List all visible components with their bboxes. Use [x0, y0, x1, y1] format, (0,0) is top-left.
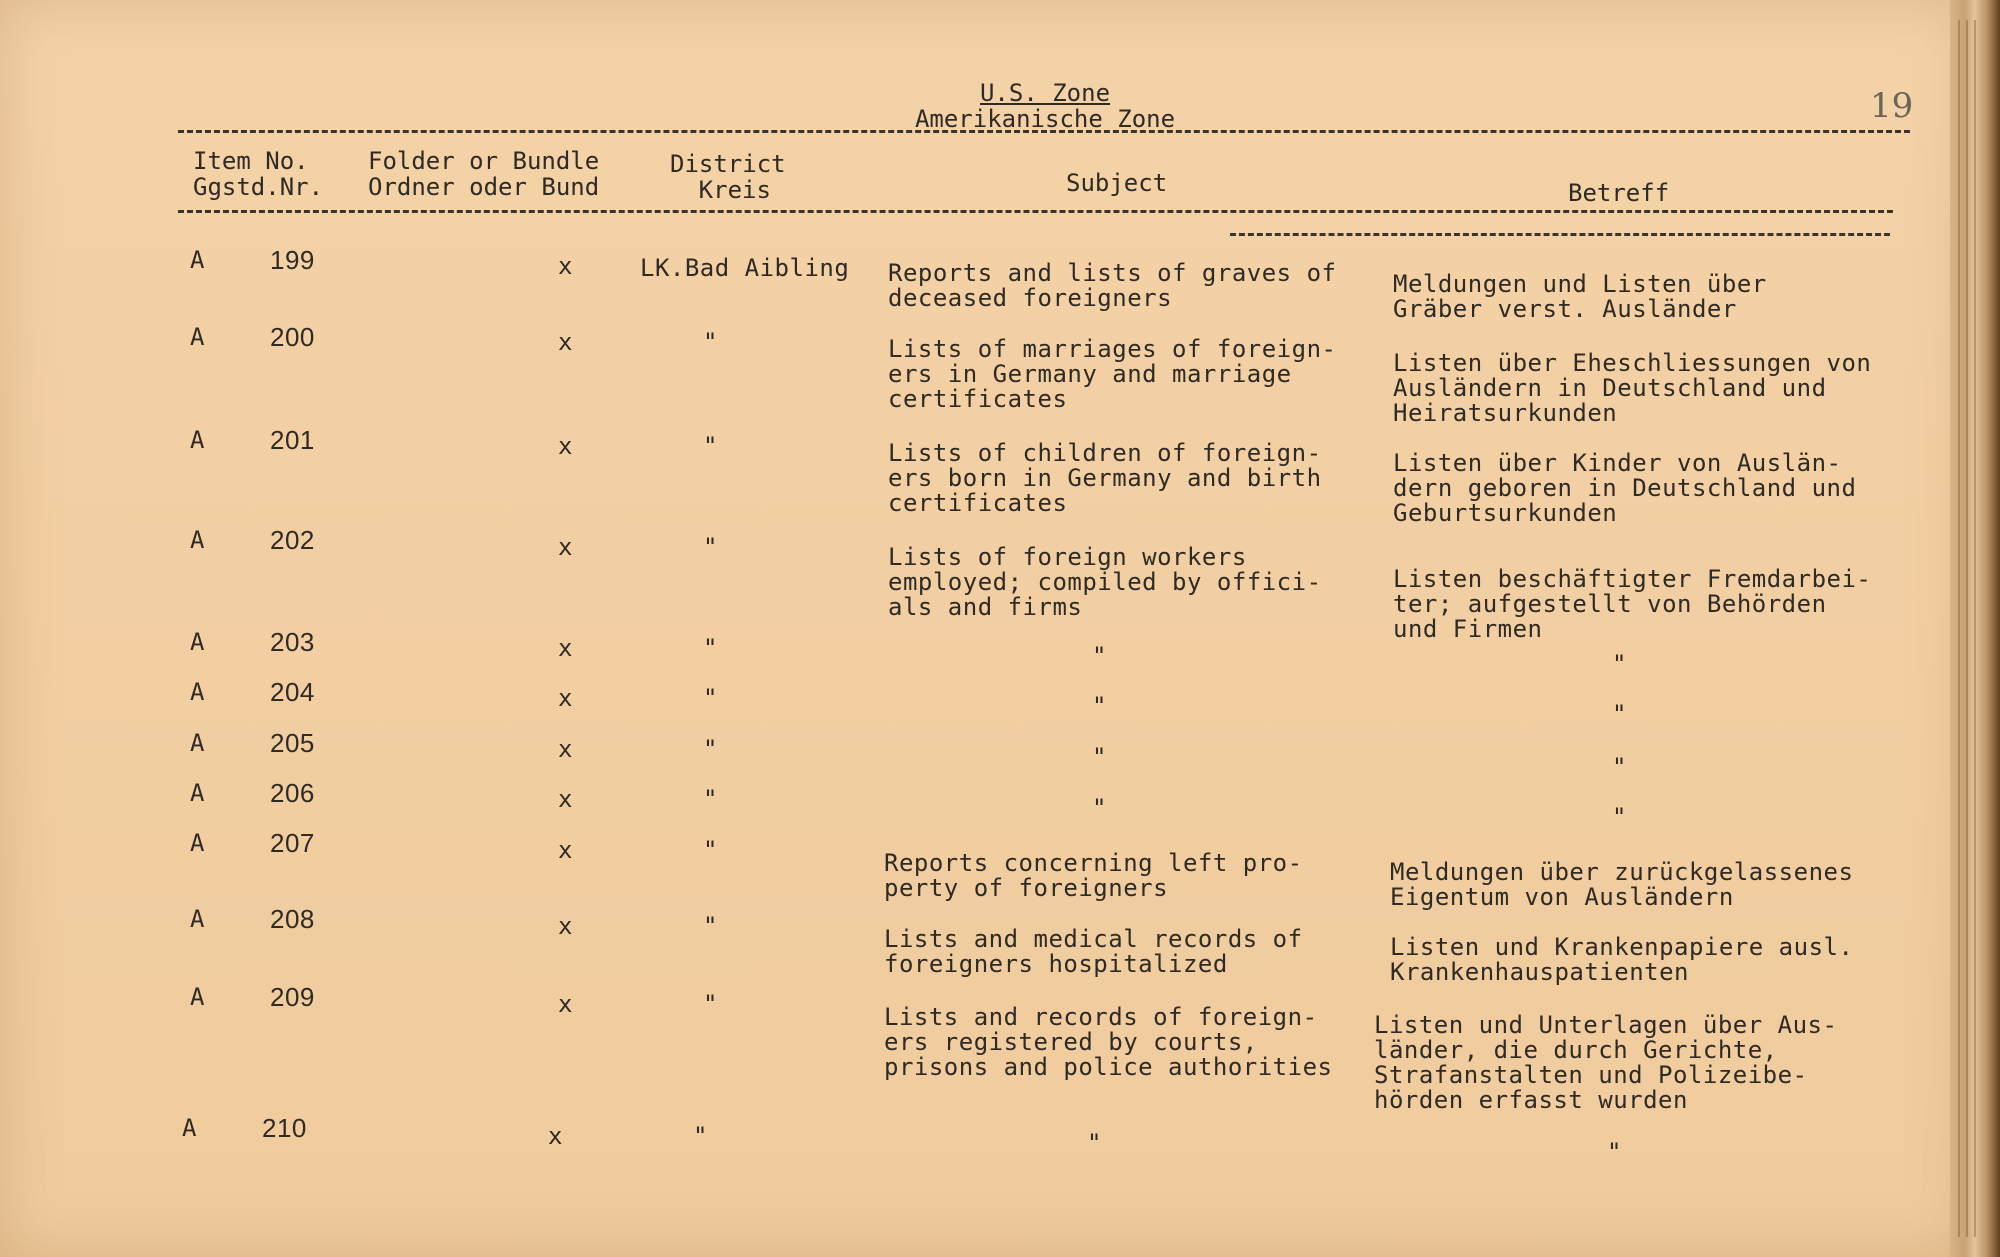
- row-209-betreff: Listen und Unterlagen über Aus- länder, die durch Gerichte, Strafanstalten und Polizeibe- hörden erfasst wurden: [1374, 1011, 1838, 1114]
- row-201-series: A: [190, 426, 205, 454]
- row-199-betreff: Meldungen und Listen über Gräber verst. Ausländer: [1393, 270, 1767, 323]
- header-top-rule: [178, 130, 1910, 133]
- row-201-kreis: ": [703, 432, 718, 460]
- column-folder-de: Ordner oder Bund: [368, 173, 600, 201]
- row-205-betreff: ": [1612, 753, 1627, 781]
- column-district-en: District: [670, 150, 786, 178]
- row-207-series: A: [190, 829, 205, 857]
- header-bottom-rule: [178, 210, 1893, 213]
- column-item-header: [193, 148, 323, 200]
- row-208-kreis: ": [703, 912, 718, 940]
- row-199-series: A: [190, 246, 205, 274]
- row-207-kreis: ": [703, 836, 718, 864]
- row-208-number: 208: [270, 904, 315, 934]
- row-204-betreff: ": [1612, 700, 1627, 728]
- row-202-betreff: Listen beschäftigter Fremdarbei- ter; aufgestellt von Behörden und Firmen: [1393, 565, 1872, 643]
- row-206-mark: x: [558, 785, 573, 813]
- row-206-series: A: [190, 779, 205, 807]
- row-206-betreff: ": [1612, 803, 1627, 831]
- row-204-mark: x: [558, 684, 573, 712]
- row-208-subject: Lists and medical records of foreigners hospitalized: [884, 925, 1303, 978]
- row-209-number: 209: [270, 982, 315, 1012]
- row-204-series: A: [190, 678, 205, 706]
- row-208-series: A: [190, 905, 205, 933]
- row-205-kreis: ": [703, 735, 718, 763]
- row-205-series: A: [190, 729, 205, 757]
- row-207-mark: x: [558, 836, 573, 864]
- row-200-mark: x: [558, 328, 573, 356]
- column-district-de: Kreis: [698, 176, 771, 204]
- row-201-mark: x: [558, 432, 573, 460]
- row-207-betreff: Meldungen über zurückgelassenes Eigentum von Ausländern: [1390, 858, 1854, 911]
- row-202-subject: Lists of foreign workers employed; compiled by offici- als and firms: [888, 543, 1322, 621]
- row-206-kreis: ": [703, 785, 718, 813]
- row-204-kreis: ": [703, 684, 718, 712]
- row-200-series: A: [190, 323, 205, 351]
- row-200-number: 200: [270, 322, 315, 352]
- header-bottom-rule-right: [1230, 233, 1890, 236]
- row-204-number: 204: [270, 677, 315, 707]
- row-201-number: 201: [270, 425, 315, 455]
- page-number: 19: [1870, 86, 1914, 126]
- book-page-edge: [1950, 0, 2000, 1257]
- row-205-mark: x: [558, 735, 573, 763]
- row-201-betreff: Listen über Kinder von Auslän- dern geboren in Deutschland und Geburtsurkunden: [1393, 449, 1857, 527]
- row-203-number: 203: [270, 627, 315, 657]
- row-210-mark: x: [548, 1122, 563, 1150]
- row-210-kreis: ": [693, 1122, 708, 1150]
- row-205-number: 205: [270, 728, 315, 758]
- zone-header: [905, 80, 1185, 132]
- column-folder-header: [368, 148, 599, 200]
- row-206-number: 206: [270, 778, 315, 808]
- row-199-subject: Reports and lists of graves of deceased foreigners: [888, 259, 1337, 312]
- row-209-kreis: ": [703, 990, 718, 1018]
- row-203-betreff: ": [1612, 650, 1627, 678]
- row-207-subject: Reports concerning left pro- perty of foreigners: [884, 849, 1303, 902]
- row-199-number: 199: [270, 245, 315, 275]
- row-202-number: 202: [270, 525, 315, 555]
- column-subject-header: Subject: [1066, 169, 1168, 197]
- row-199-mark: x: [558, 252, 573, 280]
- row-203-subject: ": [1092, 642, 1107, 670]
- row-208-betreff: Listen und Krankenpapiere ausl. Krankenhauspatienten: [1390, 933, 1854, 986]
- row-205-subject: ": [1092, 743, 1107, 771]
- column-district-header: [670, 151, 786, 203]
- row-210-series: A: [182, 1114, 197, 1142]
- column-betreff-header: Betreff: [1568, 179, 1670, 207]
- row-206-subject: ": [1092, 794, 1107, 822]
- row-209-series: A: [190, 983, 205, 1011]
- row-199-kreis: LK.Bad Aibling: [640, 254, 850, 282]
- row-202-mark: x: [558, 533, 573, 561]
- row-200-betreff: Listen über Eheschliessungen von Ausländern in Deutschland und Heiratsurkunden: [1393, 349, 1872, 427]
- row-208-mark: x: [558, 912, 573, 940]
- row-200-subject: Lists of marriages of foreign- ers in Germany and marriage certificates: [888, 335, 1337, 413]
- row-203-series: A: [190, 628, 205, 656]
- column-item-en: Item No.: [193, 147, 309, 175]
- column-folder-en: Folder or Bundle: [368, 147, 600, 175]
- row-202-series: A: [190, 526, 205, 554]
- row-209-mark: x: [558, 990, 573, 1018]
- row-210-subject: ": [1087, 1129, 1102, 1157]
- row-210-betreff: ": [1607, 1138, 1622, 1166]
- row-201-subject: Lists of children of foreign- ers born in Germany and birth certificates: [888, 439, 1322, 517]
- zone-title: U.S. Zone: [979, 79, 1111, 107]
- row-203-mark: x: [558, 634, 573, 662]
- row-203-kreis: ": [703, 634, 718, 662]
- row-202-kreis: ": [703, 533, 718, 561]
- row-207-number: 207: [270, 828, 315, 858]
- row-204-subject: ": [1092, 692, 1107, 720]
- row-209-subject: Lists and records of foreign- ers registered by courts, prisons and police authorities: [884, 1003, 1333, 1081]
- zone-title-de: Amerikanische Zone: [914, 105, 1176, 133]
- row-210-number: 210: [262, 1113, 307, 1143]
- row-200-kreis: ": [703, 328, 718, 356]
- column-item-de: Ggstd.Nr.: [193, 173, 324, 201]
